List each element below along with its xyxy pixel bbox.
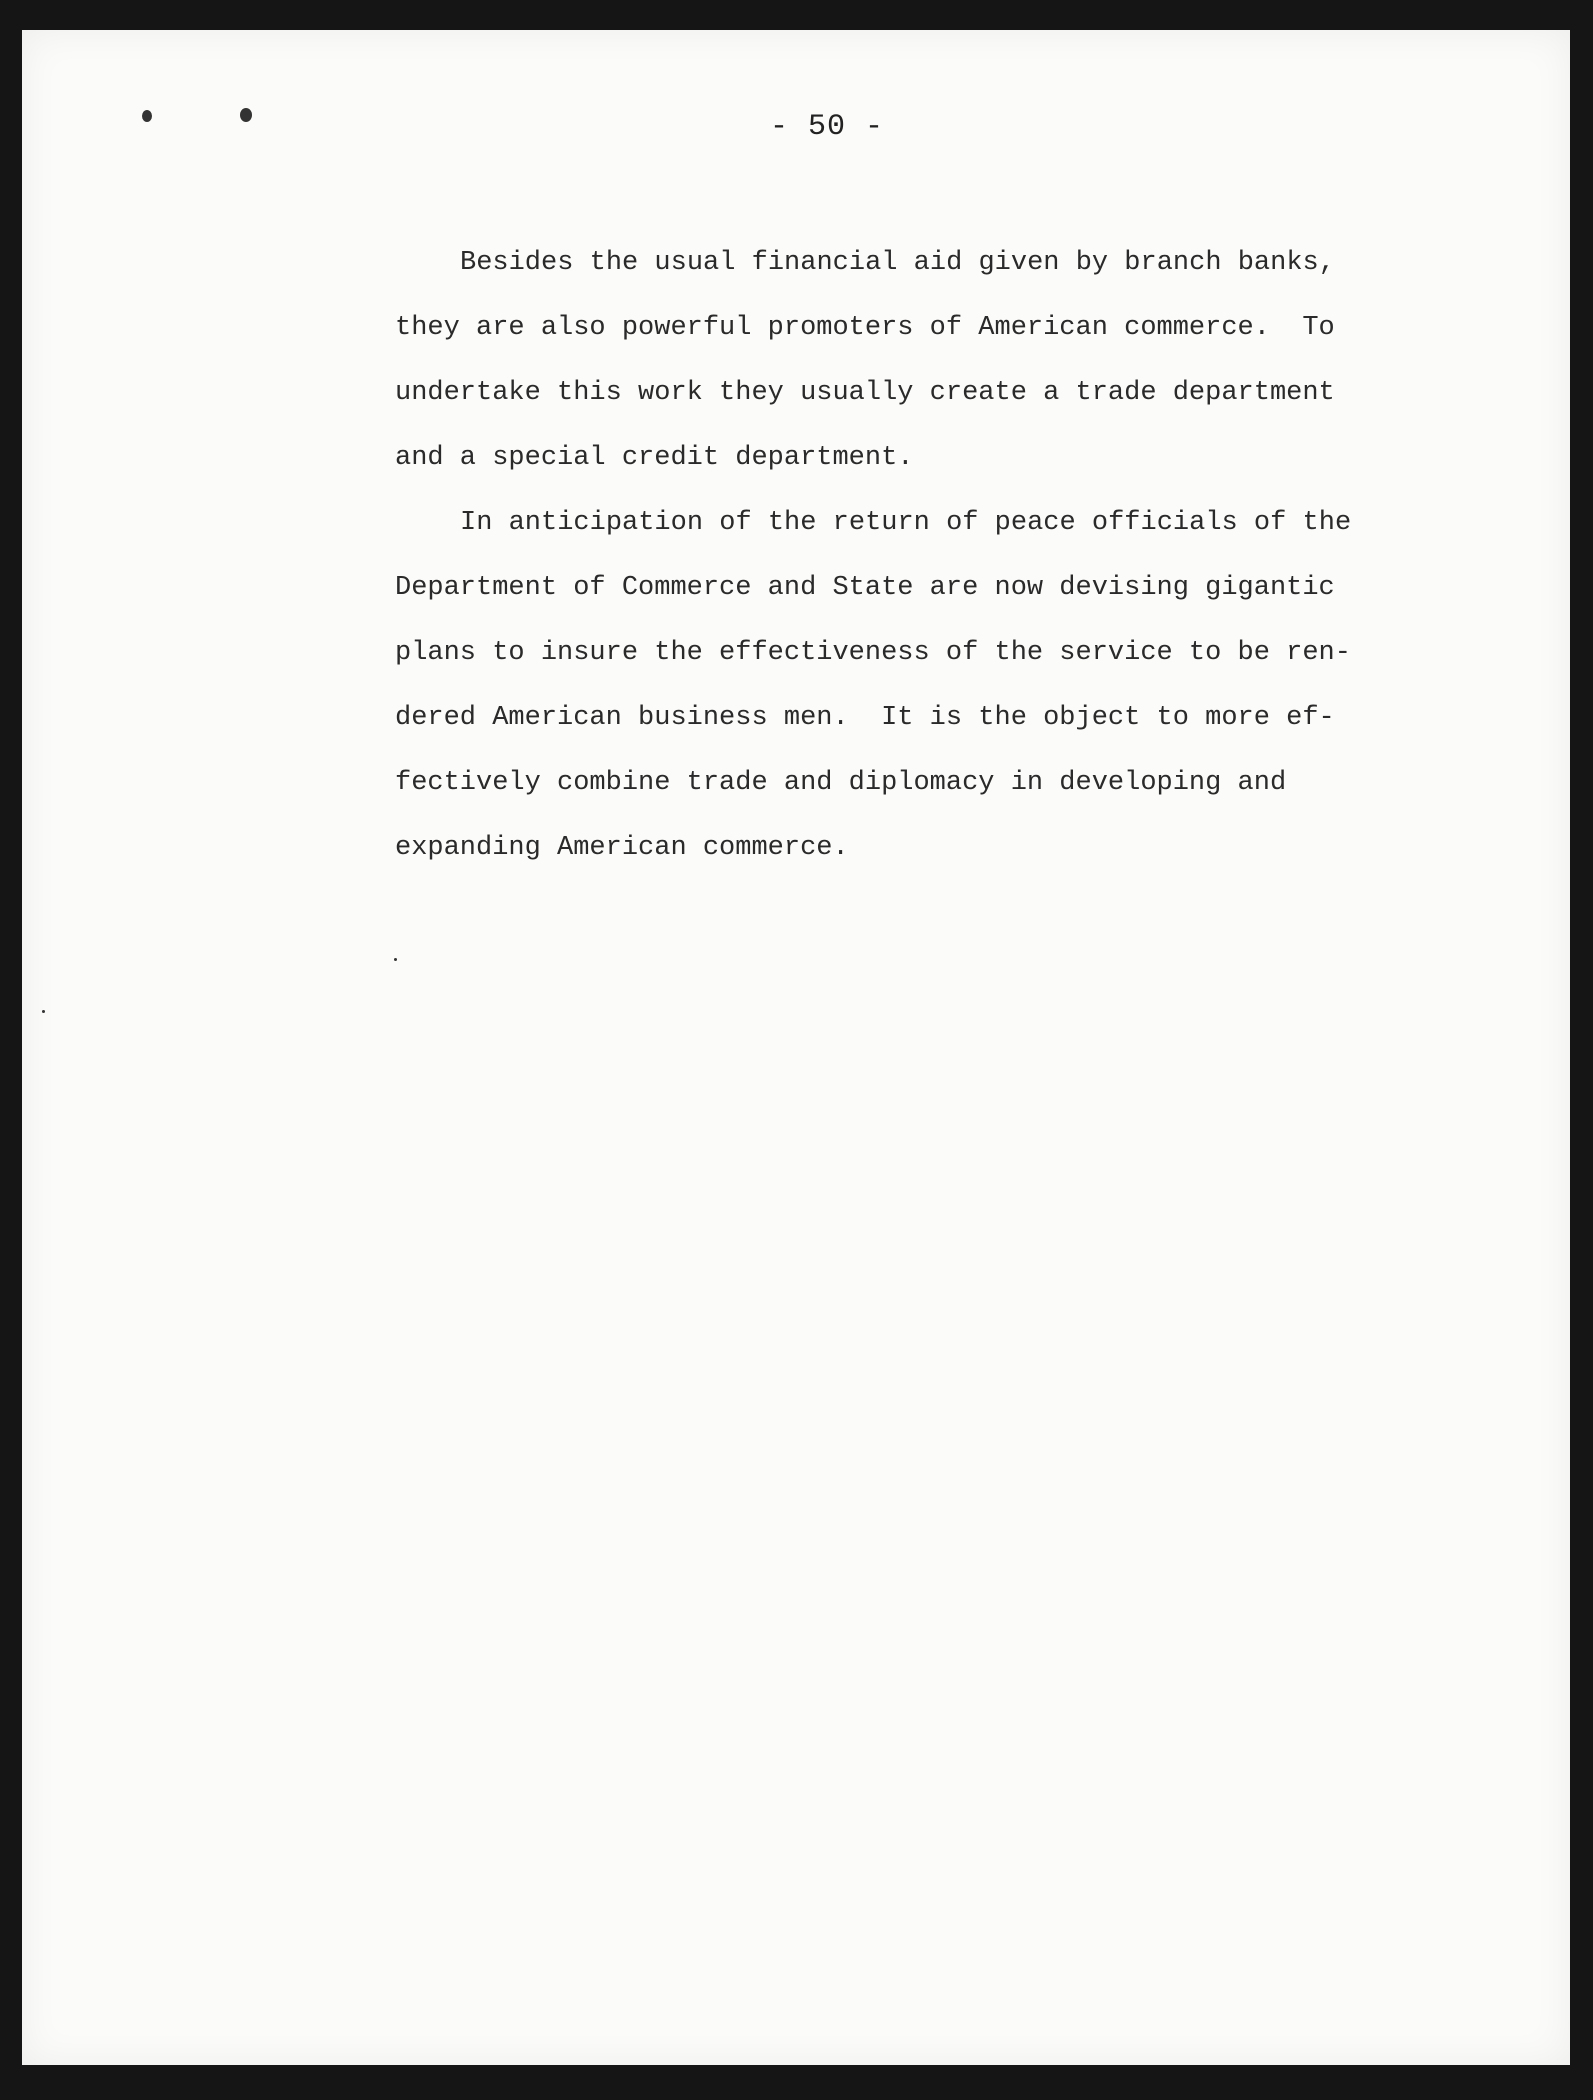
text-line: Department of Commerce and State are now devising gigantic [395,573,1335,603]
text-line: In anticipation of the return of peace officials of the [460,508,1352,538]
text-line: plans to insure the effectiveness of the service to be ren- [395,638,1351,668]
punch-mark [240,108,252,122]
paragraph [395,240,1355,500]
page-number: - 50 - [770,110,885,144]
text-line: they are also powerful promoters of American commerce. To [395,313,1335,343]
text-line: undertake this work they usually create a trade department [395,378,1335,408]
text-line: Besides the usual financial aid given by branch banks, [460,248,1335,278]
body-text [395,240,1355,890]
punch-mark [142,110,152,122]
scan-speck [42,1010,45,1013]
paragraph [395,500,1355,890]
scan-speck [394,958,397,961]
text-line: and a special credit department. [395,443,914,473]
text-line: expanding American commerce. [395,833,849,863]
text-line: fectively combine trade and diplomacy in developing and [395,768,1287,798]
text-line: dered American business men. It is the object to more ef- [395,703,1335,733]
